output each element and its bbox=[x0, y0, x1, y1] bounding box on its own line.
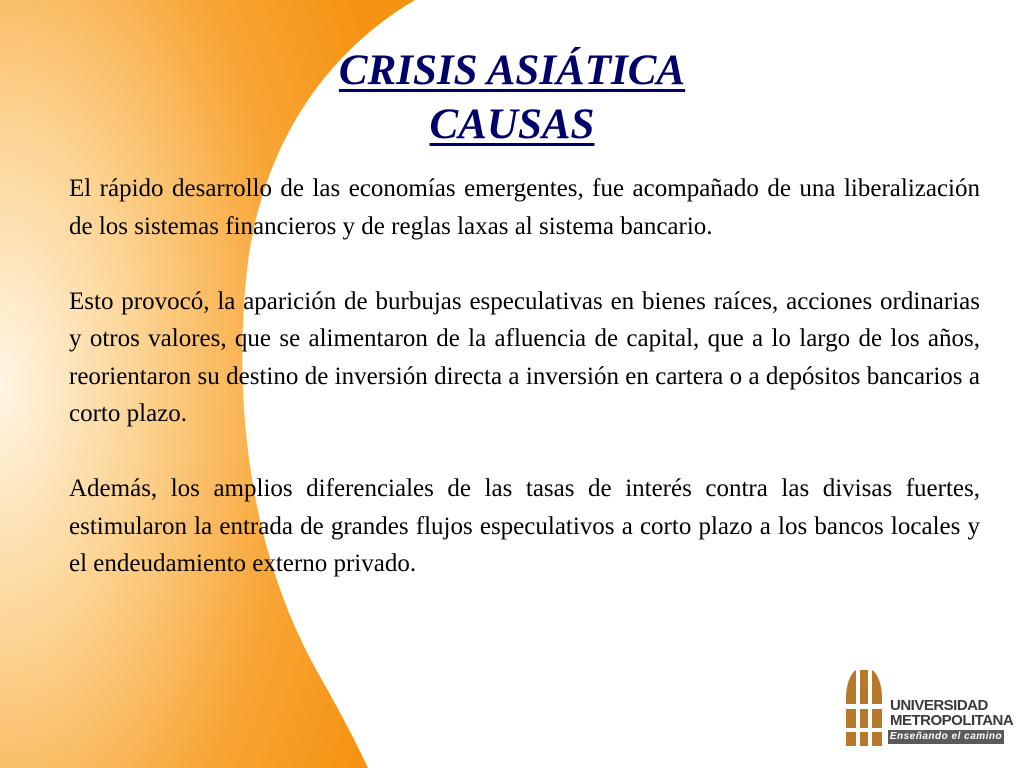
university-logo bbox=[842, 668, 1012, 752]
paragraph-1: El rápido desarrollo de las economías emergentes, fue acompañado de una liberalización de los sistemas financieros y de reglas laxas al sistema bancario. bbox=[69, 175, 980, 240]
title-line-1: CRISIS ASIÁTICA bbox=[338, 47, 686, 94]
title-line-2: CAUSAS bbox=[429, 101, 595, 148]
paragraph-3: Además, los amplios diferenciales de las tasas de interés contra las divisas fuertes, estimularon la entrada de grandes flujos especulativos a corto plazo a los bancos locales y el endeudamiento externo privado. bbox=[69, 475, 980, 577]
logo-text-metropolitana: METROPOLITANA bbox=[890, 712, 1014, 729]
logo-slogan: Enseñando el camino bbox=[889, 731, 1003, 742]
university-emblem-icon bbox=[842, 668, 886, 748]
paragraph-2: Esto provocó, la aparición de burbujas especulativas en bienes raíces, acciones ordinarias y otros valores, que se alimentaron de la afluencia de capital, que a lo largo de los años, reorientaron su destino de inversión directa a inversión en cartera o a depósitos bancarios a corto plazo. bbox=[69, 287, 980, 427]
logo-text-universidad: UNIVERSIDAD bbox=[890, 697, 988, 714]
slide-body bbox=[69, 170, 980, 620]
slide-title bbox=[0, 44, 1024, 152]
